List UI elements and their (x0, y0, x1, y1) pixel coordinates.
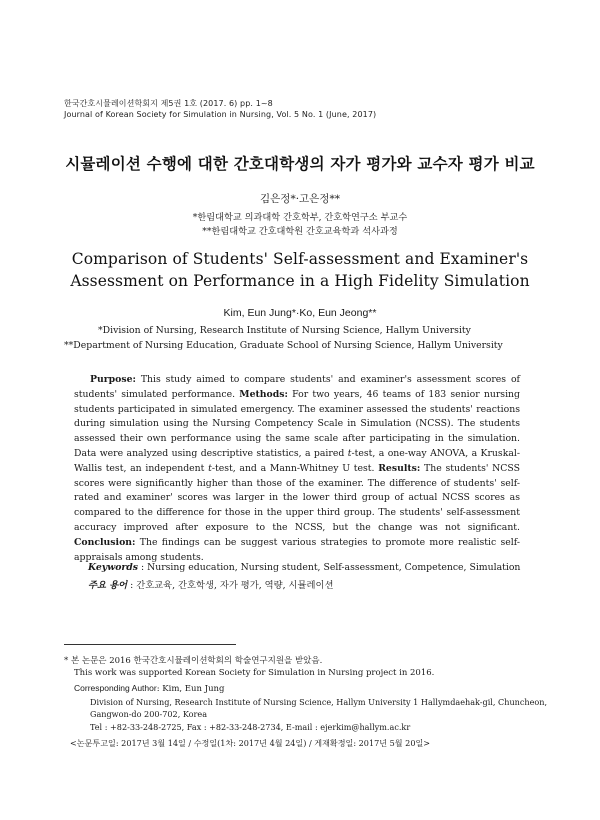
keywords-label-korean: 주요 용어 (88, 580, 128, 591)
title-korean: 시뮬레이션 수행에 대한 간호대학생의 자가 평가와 교수자 평가 비교 (65, 155, 535, 173)
abstract-methods-text-3: -test, and a Mann-Whitney U test. (211, 462, 379, 474)
keywords-label-english: Keywords (88, 562, 139, 573)
journal-header-en: Journal of Korean Society for Simulation in Nursing, Vol. 5 No. 1 (June, 2017) (64, 110, 377, 119)
title-english-line-1: Comparison of Students' Self-assessment and Examiner's (71, 250, 529, 268)
footnote-dates: <논문투고일: 2017년 3월 14일 / 수정일(1차: 2017년 4월 24일) / 게재확정일: 2017년 5월 20일> (70, 738, 431, 748)
affiliation-english-2: **Department of Nursing Education, Graduate School of Nursing Science, Hallym University (64, 340, 503, 351)
authors-korean: 김은정*·고은정** (260, 193, 340, 205)
abstract-methods-text-2: -test, a one-way ANOVA, a Kruskal-Wallis test, an independent (74, 447, 520, 474)
abstract-purpose-label: Purpose: (90, 374, 136, 385)
keywords-text-english: : Nursing education, Nursing student, Self-assessment, Competence, Simulation (138, 562, 521, 573)
keywords-text-korean: : 간호교육, 간호학생, 자가 평가, 역량, 시뮬레이션 (127, 580, 334, 591)
footnote-corresponding-author (74, 683, 224, 694)
footnote-address-2: Gangwon-do 200-702, Korea (90, 709, 208, 719)
footnote-contact: Tel : +82-33-248-2725, Fax : +82-33-248-2734, E-mail : ejerkim@hallym.ac.kr (90, 722, 411, 732)
abstract-purpose-text: This study aimed to compare students' and examiner's assessment scores of students' simulated performance. (74, 374, 520, 400)
affiliation-korean-1: *한림대학교 의과대학 간호학부, 간호학연구소 부교수 (192, 212, 408, 223)
journal-header-ko: 한국간호시뮬레이션학회지 제5권 1호 (2017. 6) pp. 1~8 (64, 99, 273, 108)
abstract-conclusion-label: Conclusion: (74, 536, 136, 548)
abstract-methods-label: Methods: (239, 388, 288, 400)
keywords-english (88, 562, 520, 573)
abstract-t-italic-1: t (347, 447, 352, 459)
affiliation-english-1: *Division of Nursing, Research Institute of Nursing Science, Hallym University (98, 325, 471, 336)
corresponding-author-label: Corresponding Author (74, 683, 157, 693)
abstract-results-text: The students' NCSS scores were significantly higher than those of the examiner. The difference of students' self-rated and examiner' scores was larger in the lower third group of actual NCSS scores as compared to the difference for those in the upper third group. The students' self-assessment accuracy improved after exposure to the NCSS, but the change was not significant. (74, 462, 520, 533)
affiliation-korean-2: **한림대학교 간호대학원 간호교육학과 석사과정 (202, 226, 398, 237)
title-english-line-2: Assessment on Performance in a High Fidelity Simulation (70, 272, 530, 290)
abstract-t-italic-2: t (208, 462, 212, 474)
authors-english: Kim, Eun Jung*·Ko, Eun Jeong** (223, 307, 377, 319)
footnote-grant-korean: * 본 논문은 2016 한국간호시뮬레이션학회의 학술연구지원을 받았음. (64, 656, 323, 666)
footnote-address-1: Division of Nursing, Research Institute of Nursing Science, Hallym University 1 Hallymdaehak-gil, Chuncheon, (90, 697, 548, 707)
abstract-results-label: Results: (378, 462, 421, 474)
abstract-conclusion-text: The findings can be suggest various strategies to promote more realistic self-appraisals among students. (74, 536, 520, 563)
keywords-korean (88, 577, 333, 591)
abstract-methods-text-1: For two years, 46 teams of 183 senior nursing students participated in simulated emergency. The examiner assessed the students' reactions during simulation using the Nursing Competency Scale in Simulation (NCSS). The students assessed their own performance using the same scale after participating in the simulation. Data were analyzed using descriptive statistics, a paired (74, 388, 520, 459)
corresponding-author-name: : Kim, Eun Jung (156, 684, 225, 694)
abstract (74, 373, 520, 565)
footnote-divider (64, 644, 236, 645)
footnote-grant-english: This work was supported Korean Society for Simulation in Nursing project in 2016. (74, 668, 435, 678)
